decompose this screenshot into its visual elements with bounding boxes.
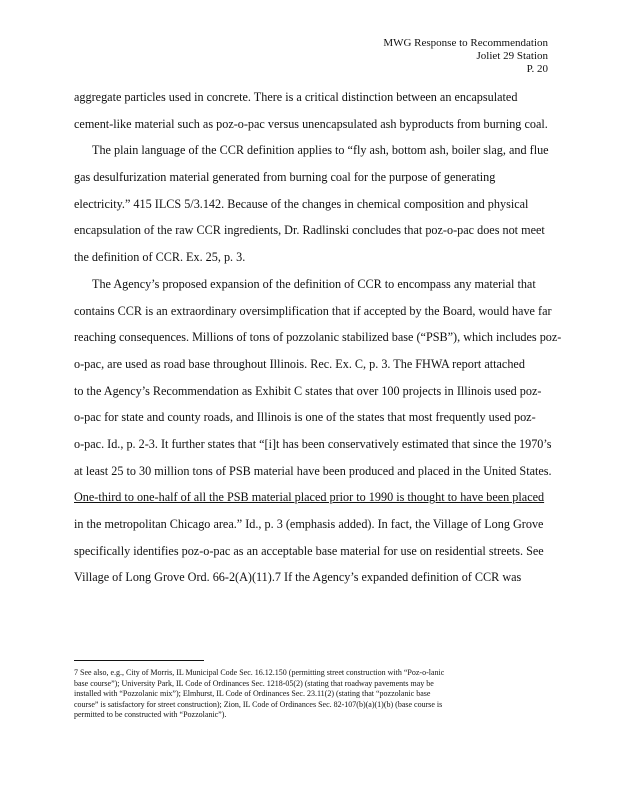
- body-line: aggregate particles used in concrete. There is a critical distinction between an encapsulated: [74, 90, 518, 104]
- header-page-number: P. 20: [526, 63, 548, 75]
- body-line: The plain language of the CCR definition applies to “fly ash, bottom ash, boiler slag, and flue: [92, 143, 549, 158]
- footnote-divider: [74, 660, 204, 661]
- footnote-line: installed with “Pozzolanic mix”); Elmhurst, IL Code of Ordinances Sec. 23.11(2) (stating that “pozzolanic base: [74, 689, 431, 699]
- body-line: The Agency’s proposed expansion of the definition of CCR to encompass any material that: [92, 276, 536, 291]
- footnote-line: 7 See also, e.g., City of Morris, IL Municipal Code Sec. 16.12.150 (permitting street construction with “Poz-o-lanic: [74, 668, 445, 677]
- body-line: electricity.” 415 ILCS 5/3.142. Because of the changes in chemical composition and physical: [74, 196, 529, 211]
- header-title: MWG Response to Recommendation: [383, 37, 548, 49]
- body-line: gas desulfurization material generated from burning coal for the purpose of generating: [74, 170, 496, 185]
- body-line: reaching consequences. Millions of tons of pozzolanic stabilized base (“PSB”), which includes poz-: [74, 330, 562, 345]
- body-line: to the Agency’s Recommendation as Exhibit C states that over 100 projects in Illinois used poz-: [74, 383, 542, 398]
- body-line: contains CCR is an extraordinary oversimplification that if accepted by the Board, would have far: [74, 303, 552, 318]
- body-line-emphasized: One-third to one-half of all the PSB material placed prior to 1990 is thought to have been placed: [74, 490, 545, 505]
- header-station: Joliet 29 Station: [476, 50, 548, 62]
- body-line: at least 25 to 30 million tons of PSB material have been produced and placed in the United States.: [74, 463, 552, 478]
- body-line: cement-like material such as poz-o-pac versus unencapsulated ash byproducts from burning coal.: [74, 116, 548, 131]
- body-line: specifically identifies poz-o-pac as an acceptable base material for use on residential streets. See: [74, 543, 544, 558]
- body-line: o-pac for state and county roads, and Illinois is one of the states that most frequently used poz-: [74, 410, 536, 425]
- body-line: o-pac, are used as road base throughout Illinois. Rec. Ex. C, p. 3. The FHWA report attached: [74, 356, 525, 371]
- page-header: [383, 37, 548, 76]
- body-line: the definition of CCR. Ex. 25, p. 3.: [74, 250, 246, 265]
- footnote-line: base course”); University Park, IL Code of Ordinances Sec. 1218-05(2) (stating that roadway pavements may be: [74, 678, 434, 688]
- body-line: Village of Long Grove Ord. 66-2(A)(11).7 If the Agency’s expanded definition of CCR was: [74, 570, 522, 585]
- body-line: in the metropolitan Chicago area.” Id., p. 3 (emphasis added). In fact, the Village of Long Grove: [74, 517, 544, 531]
- body-line: encapsulation of the raw CCR ingredients, Dr. Radlinski concludes that poz-o-pac does not meet: [74, 223, 545, 238]
- footnote-line: course” is satisfactory for street construction); Zion, IL Code of Ordinances Sec. 82-107(b)(a)(1)(b) (base course is: [74, 699, 443, 709]
- footnote: [74, 668, 544, 721]
- footnote-line: permitted to be constructed with “Pozzolanic”).: [74, 710, 227, 720]
- body-text: [74, 84, 606, 591]
- body-line: o-pac. Id., p. 2-3. It further states that “[i]t has been conservatively estimated that since the 1970’s: [74, 436, 552, 451]
